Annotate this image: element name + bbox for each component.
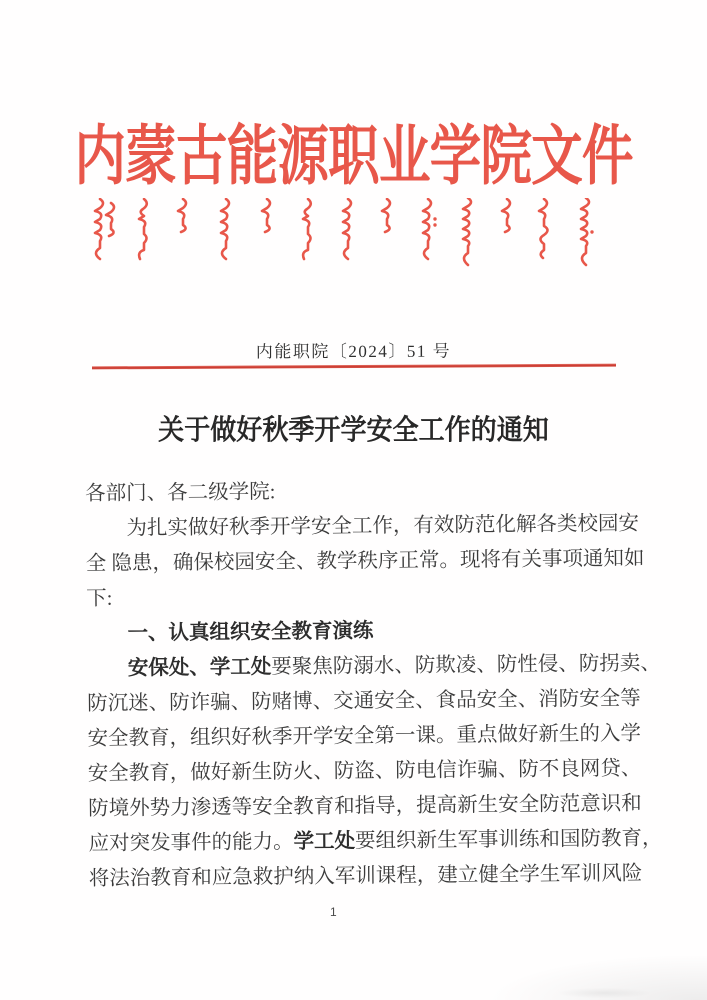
college-title: 内蒙古能源职业学院文件 (74, 120, 633, 193)
body-line (85, 507, 645, 547)
body-line (88, 822, 663, 862)
body-line (89, 857, 649, 897)
body-text-bold: 一、认真组织安全教育演练 (127, 620, 374, 645)
body-text: 为扎实做好秋季开学安全工作，有效防范化解各类校园安 (85, 512, 640, 540)
page-number: 1 (330, 905, 337, 919)
scan-shadow-small (559, 988, 649, 998)
body-line (88, 752, 648, 792)
mongolian-script-glyphs (84, 198, 624, 268)
body-text: 全 隐患，确保校园安全、教学秩序正常。现将有关事项通知如 (85, 547, 645, 575)
body-line (86, 612, 646, 652)
body-text: 下: (86, 587, 113, 610)
body-line (87, 717, 647, 757)
body-text (86, 623, 127, 645)
body-text: 防沉迷、防诈骗、防赌博、交通安全、食品安全、消防安全等 (87, 687, 641, 715)
body-line (88, 787, 648, 827)
body-line (86, 542, 646, 582)
body-text (87, 658, 128, 680)
body-text: 要聚焦防溺水、防欺凌、防性侵、防拐卖、 (271, 652, 661, 679)
notice-title: 关于做好秋季开学安全工作的通知 (158, 415, 549, 446)
body-text-bold: 安保处、学工处 (127, 656, 272, 680)
body-line (87, 682, 647, 722)
body-text: 安全教育，做好新生防火、防盗、防电信诈骗、防不良网贷、 (87, 757, 642, 785)
body-text: 应对突发事件的能力。 (88, 831, 294, 855)
scan-shadow (487, 954, 707, 1000)
body-text: 将法治教育和应急救护纳入军训课程，建立健全学生军训风险 (88, 862, 643, 890)
notice-body (85, 472, 663, 897)
body-text: 防境外势力渗透等安全教育和指导，提高新生安全防范意识和 (88, 792, 642, 820)
body-line (86, 577, 646, 617)
body-text: 各部门、各二级学院: (85, 481, 276, 505)
red-divider-line (92, 364, 616, 370)
body-text-bold: 学工处 (293, 830, 356, 854)
body-line (85, 472, 645, 512)
mongolian-script-banner (84, 198, 624, 268)
body-text: 安全教育，组织好秋季开学安全第一课。重点做好新生的入学 (87, 722, 642, 750)
body-line (87, 647, 661, 687)
document-number: 内能职院〔2024〕51 号 (255, 341, 452, 362)
body-text: 要组织新生军事训练和国防教育， (354, 827, 663, 853)
